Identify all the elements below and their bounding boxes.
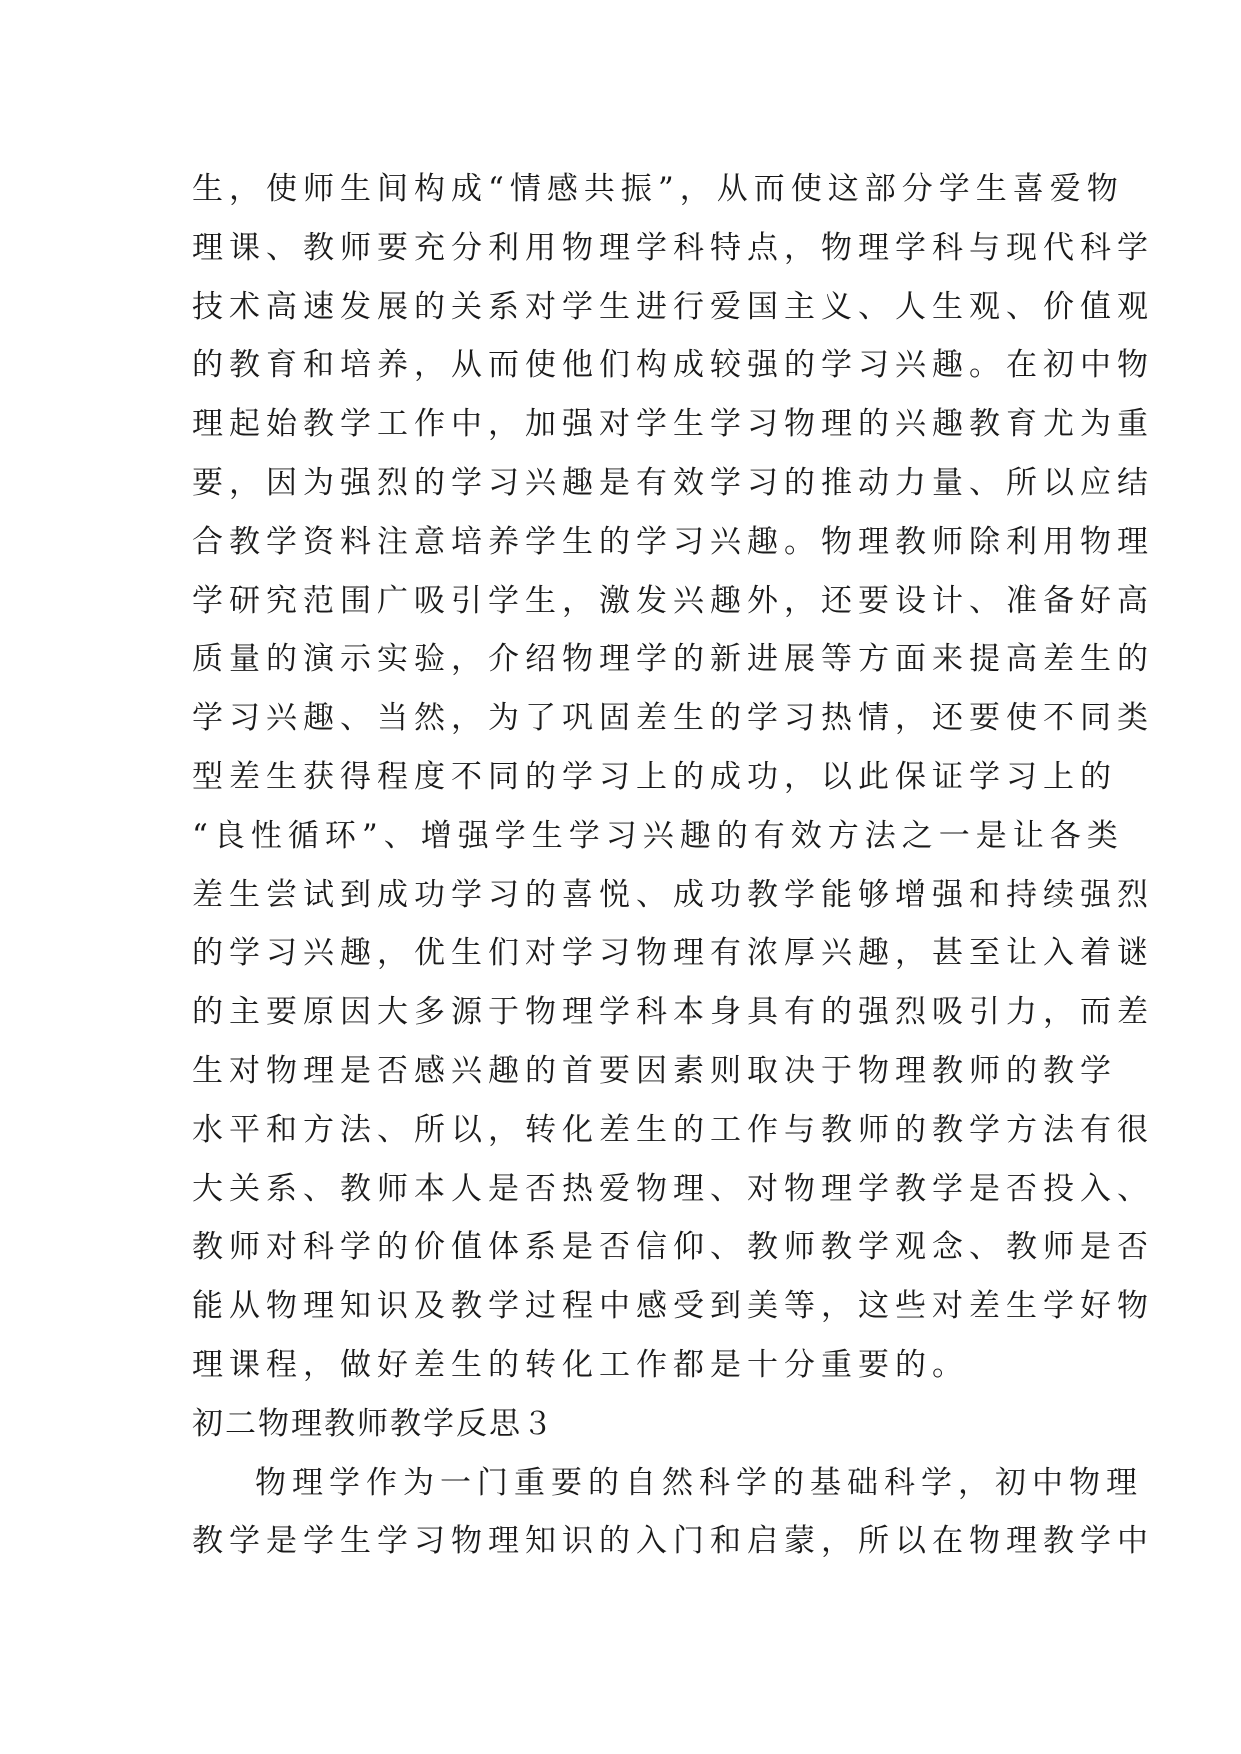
text-line: 理课、教师要充分利用物理学科特点，物理学科与现代科学 xyxy=(192,229,1154,266)
text-line: 大关系、教师本人是否热爱物理、对物理学教学是否投入、 xyxy=(192,1170,1154,1207)
text-line: 能从物理知识及教学过程中感受到美等，这些对差生学好物 xyxy=(192,1288,1154,1325)
text-line: 合教学资料注意培养学生的学习兴趣。物理教师除利用物理 xyxy=(192,523,1154,560)
text-line: 教师对科学的价值体系是否信仰、教师教学观念、教师是否 xyxy=(192,1229,1154,1266)
text-line: 水平和方法、所以，转化差生的工作与教师的教学方法有很 xyxy=(192,1111,1154,1148)
text-line: 生对物理是否感兴趣的首要因素则取决于物理教师的教学 xyxy=(192,1052,1117,1089)
text-line: 学研究范围广吸引学生，激发兴趣外，还要设计、准备好高 xyxy=(192,582,1154,619)
text-line: 学习兴趣、当然，为了巩固差生的学习热情，还要使不同类 xyxy=(192,700,1154,737)
text-line: 的教育和培养，从而使他们构成较强的学习兴趣。在初中物 xyxy=(192,347,1154,384)
text-line: 型差生获得程度不同的学习上的成功，以此保证学习上的 xyxy=(192,758,1117,795)
text-line: 理课程，做好差生的转化工作都是十分重要的。 xyxy=(192,1346,969,1383)
text-line: 差生尝试到成功学习的喜悦、成功教学能够增强和持续强烈 xyxy=(192,876,1154,913)
text-line: 的主要原因大多源于物理学科本身具有的强烈吸引力，而差 xyxy=(192,994,1154,1031)
text-line: 要，因为强烈的学习兴趣是有效学习的推动力量、所以应结 xyxy=(192,464,1154,501)
text-line: 质量的演示实验，介绍物理学的新进展等方面来提高差生的 xyxy=(192,641,1154,678)
text-line: 教学是学生学习物理知识的入门和启蒙，所以在物理教学中 xyxy=(192,1523,1154,1560)
text-line: 的学习兴趣，优生们对学习物理有浓厚兴趣，甚至让入着谜 xyxy=(192,935,1154,972)
text-line: 理起始教学工作中，加强对学生学习物理的兴趣教育尤为重 xyxy=(192,406,1154,443)
text-line: 技术高速发展的关系对学生进行爱国主义、人生观、价值观 xyxy=(192,288,1154,325)
text-line: “良性循环”、增强学生学习兴趣的有效方法之一是让各类 xyxy=(192,817,1124,854)
text-line: 物理学作为一门重要的自然科学的基础科学，初中物理 xyxy=(255,1464,1143,1501)
text-line: 生，使师生间构成“情感共振”，从而使这部分学生喜爱物 xyxy=(192,171,1124,207)
section-heading: 初二物理教师教学反思３ xyxy=(192,1405,555,1442)
document-body xyxy=(192,160,1154,1571)
